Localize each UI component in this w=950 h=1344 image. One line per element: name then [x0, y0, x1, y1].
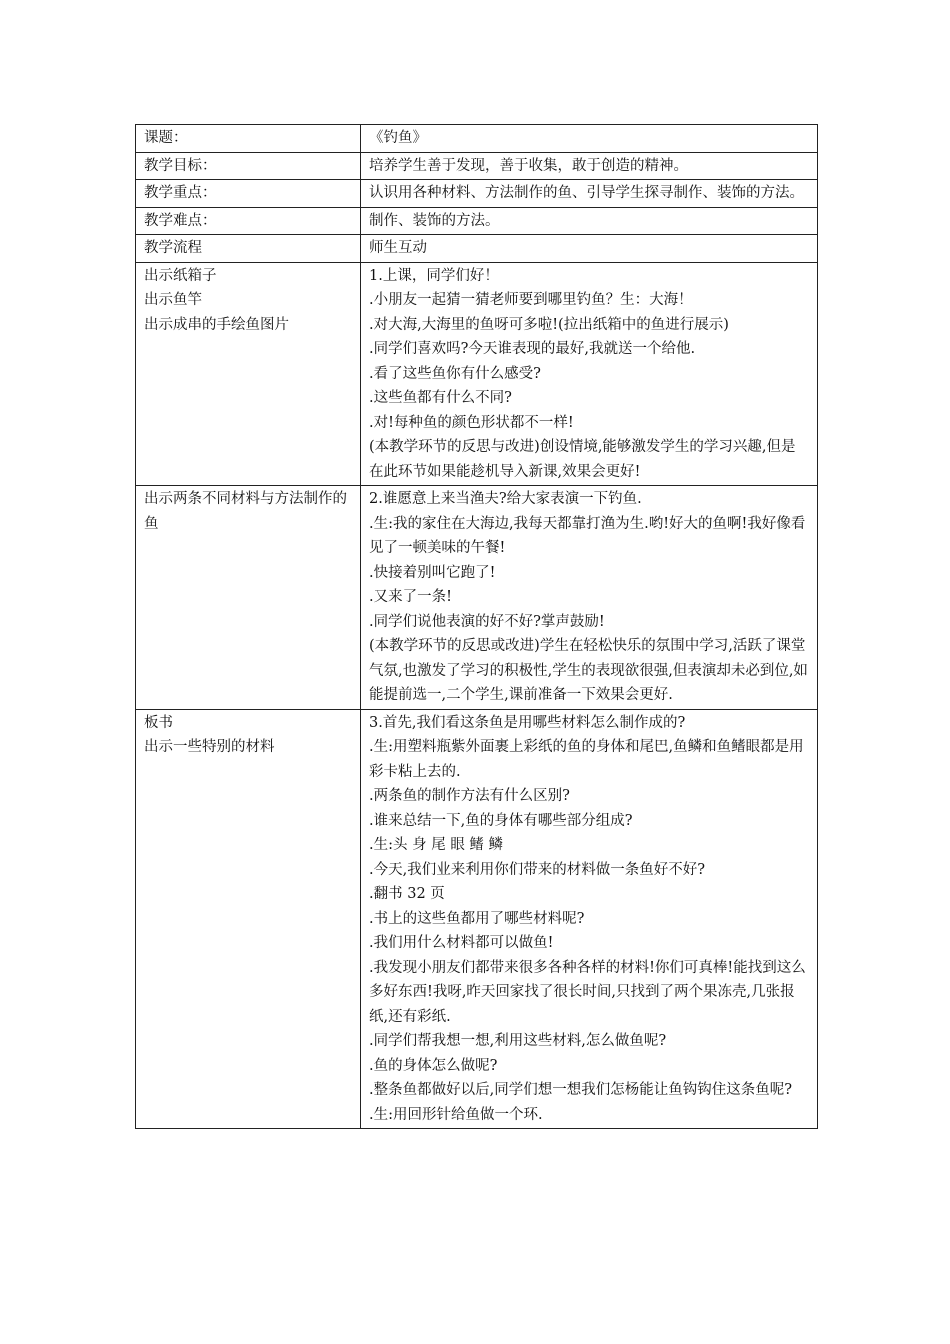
cell-line: .翻书 32 页: [369, 886, 445, 902]
right-cell: [361, 262, 818, 486]
cell-line: (本教学环节的反思与改进)创设情境,能够激发学生的学习兴趣,但是在此环节如果能趁机导入新课,效果会更好!: [369, 439, 796, 480]
cell-line: 出示两条不同材料与方法制作的鱼: [144, 491, 347, 532]
cell-line: 教学目标：: [144, 157, 217, 174]
cell-line: .我们用什么材料都可以做鱼!: [369, 935, 554, 951]
left-cell: [136, 152, 361, 180]
cell-line: 《钓鱼》: [369, 130, 427, 146]
right-cell: [361, 235, 818, 263]
cell-line: 教学重点：: [144, 185, 217, 201]
cell-line: .生:头 身 尾 眼 鳍 鳞: [369, 837, 504, 853]
cell-line: .鱼的身体怎么做呢?: [369, 1057, 498, 1074]
table-row: [136, 709, 818, 1129]
table-row: [136, 125, 818, 153]
table-row: [136, 235, 818, 263]
cell-line: .快接着别叫它跑了!: [369, 564, 496, 581]
cell-line: .我发现小朋友们都带来很多各种各样的材料!你们可真棒!能找到这么多好东西!我呀,昨天回家找了很长时间,只找到了两个果冻壳,几张报纸,还有彩纸.: [369, 959, 806, 1025]
cell-line: .看了这些鱼你有什么感受?: [369, 365, 541, 382]
cell-line: 师生互动: [369, 240, 427, 256]
cell-line: .谁来总结一下,鱼的身体有哪些部分组成?: [369, 812, 633, 829]
cell-line: 3.首先,我们看这条鱼是用哪些材料怎么制作成的?: [369, 714, 686, 731]
right-cell: [361, 709, 818, 1129]
cell-line: 板书: [144, 714, 173, 731]
left-cell: [136, 486, 361, 710]
cell-line: 出示一些特别的材料: [144, 739, 275, 755]
table-row: [136, 180, 818, 208]
cell-line: .又来了一条!: [369, 589, 452, 605]
table-row: [136, 262, 818, 486]
table-row: [136, 152, 818, 180]
cell-line: .同学们说他表演的好不好?掌声鼓励!: [369, 613, 605, 630]
cell-line: .对!每种鱼的颜色形状都不一样!: [369, 414, 574, 431]
lesson-plan-table: [135, 124, 818, 1129]
cell-line: 2.谁愿意上来当渔夫?给大家表演一下钓鱼.: [369, 491, 642, 507]
lesson-plan-body: [136, 125, 818, 1129]
left-cell: [136, 180, 361, 208]
cell-line: 教学难点：: [144, 212, 217, 229]
cell-line: .对大海,大海里的鱼呀可多啦!(拉出纸箱中的鱼进行展示): [369, 316, 729, 333]
cell-line: .同学们喜欢吗?今天谁表现的最好,我就送一个给他.: [369, 341, 696, 357]
cell-line: 出示成串的手绘鱼图片: [144, 316, 289, 333]
cell-line: .生:用塑料瓶紫外面裹上彩纸的鱼的身体和尾巴,鱼鳞和鱼鳍眼都是用彩卡粘上去的.: [369, 739, 804, 780]
cell-line: .小朋友一起猜一猜老师要到哪里钓鱼？生：大海！: [369, 292, 693, 308]
cell-line: 认识用各种材料、方法制作的鱼、引导学生探寻制作、装饰的方法。: [369, 185, 804, 201]
right-cell: [361, 180, 818, 208]
cell-line: 培养学生善于发现，善于收集，敢于创造的精神。: [369, 157, 688, 174]
cell-line: 教学流程: [144, 240, 202, 256]
right-cell: [361, 152, 818, 180]
table-row: [136, 207, 818, 235]
cell-line: .两条鱼的制作方法有什么区别?: [369, 788, 570, 804]
cell-line: 课题：: [144, 130, 188, 146]
left-cell: [136, 709, 361, 1129]
right-cell: [361, 486, 818, 710]
cell-line: .生:用回形针给鱼做一个环.: [369, 1106, 543, 1123]
cell-line: .今天,我们业来利用你们带来的材料做一条鱼好不好?: [369, 861, 705, 878]
cell-line: 出示纸箱子: [144, 267, 217, 284]
cell-line: .这些鱼都有什么不同?: [369, 390, 512, 406]
cell-line: .生:我的家住在大海边,我每天都靠打渔为生.哟!好大的鱼啊!我好像看见了一顿美味的午餐!: [369, 515, 806, 556]
cell-line: .书上的这些鱼都用了哪些材料呢?: [369, 910, 585, 927]
right-cell: [361, 207, 818, 235]
cell-line: 出示鱼竿: [144, 292, 202, 308]
right-cell: [361, 125, 818, 153]
left-cell: [136, 125, 361, 153]
left-cell: [136, 207, 361, 235]
cell-line: 1.上课，同学们好！: [369, 267, 499, 284]
left-cell: [136, 235, 361, 263]
cell-line: 制作、装饰的方法。: [369, 212, 500, 229]
cell-line: (本教学环节的反思或改进)学生在轻松快乐的氛围中学习,活跃了课堂气氛,也激发了学习的积极性,学生的表现欲很强,但表演却未必到位,如能提前选一,二个学生,课前准备一下效果会更好.: [369, 638, 808, 703]
left-cell: [136, 262, 361, 486]
cell-line: .同学们帮我想一想,利用这些材料,怎么做鱼呢?: [369, 1033, 667, 1049]
table-row: [136, 486, 818, 710]
cell-line: .整条鱼都做好以后,同学们想一想我们怎杨能让鱼钩钩住这条鱼呢?: [369, 1082, 792, 1098]
